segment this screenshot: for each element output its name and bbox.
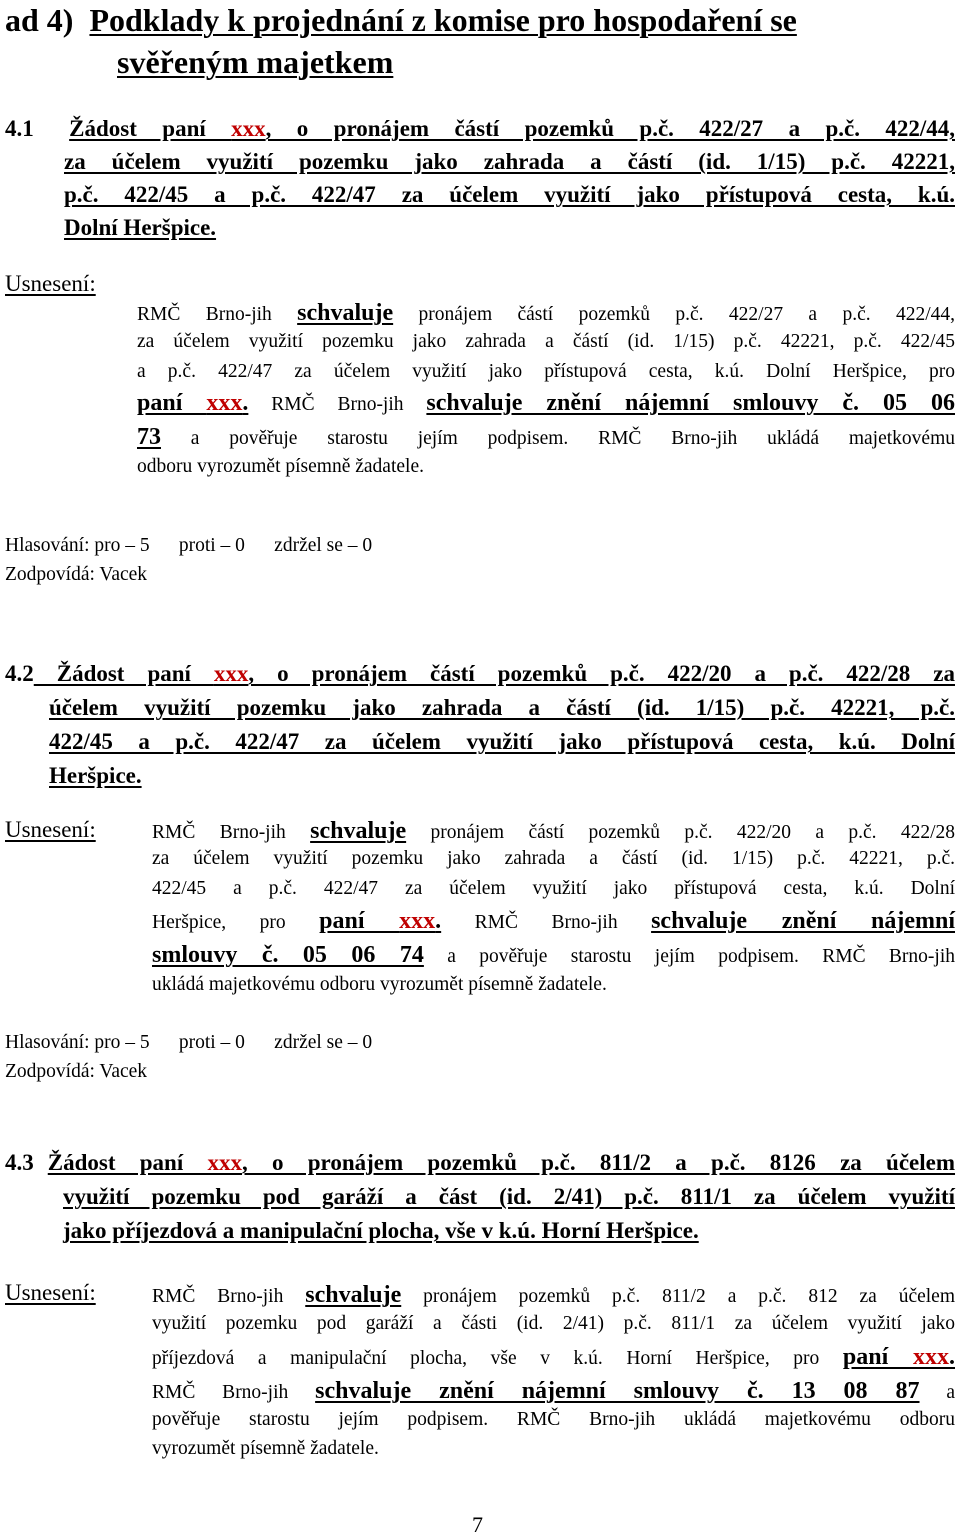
section-4-1-heading: 4.1 Žádost paní xxx, o pronájem částí pozemků p.č. 422/27 a p.č. 422/44, xyxy=(5,116,955,141)
vote-4-1: Hlasování: pro – 5 proti – 0 zdržel se – 0 xyxy=(5,535,373,556)
section-4-2-heading-l3: 422/45 a p.č. 422/47 za účelem využití jako přístupová cesta, k.ú. Dolní xyxy=(49,729,955,754)
section-number: 4.2 xyxy=(5,661,34,686)
resolution-4-2-l2: za účelem využití pozemku jako zahrada a částí (id. 1/15) p.č. 42221, p.č. xyxy=(152,848,955,869)
heading-line1: Podklady k projednání z komise pro hospodaření se xyxy=(89,2,797,38)
redacted-name: xxx xyxy=(399,908,436,934)
resolution-label: Usnesení: xyxy=(5,817,96,842)
section-4-2-heading: 4.2 Žádost paní xxx, o pronájem částí pozemků p.č. 422/20 a p.č. 422/28 za xyxy=(5,661,955,686)
approve-keyword: schvaluje xyxy=(297,300,394,326)
resolution-4-2-l6: ukládá majetkovému odboru vyrozumět písemně žadatele. xyxy=(152,974,607,995)
resolution-4-2-l5: smlouvy č. 05 06 74 a pověřuje starostu jejím podpisem. RMČ Brno-jih xyxy=(152,942,956,968)
resolution-4-1-l5: 73 a pověřuje starostu jejím podpisem. RMČ Brno-jih ukládá majetkovému xyxy=(137,424,955,450)
approve-keyword: schvaluje xyxy=(310,818,407,844)
resolution-4-3-l5: pověřuje starostu jejím podpisem. RMČ Brno-jih ukládá majetkovému odboru xyxy=(152,1409,955,1430)
resolution-4-3-l3: příjezdová a manipulační plocha, vše v k.ú. Horní Heršpice, pro paní xxx. xyxy=(152,1344,955,1370)
redacted-name: xxx xyxy=(206,390,243,416)
resolution-label: Usnesení: xyxy=(5,1280,96,1305)
heading-line2: svěřeným majetkem xyxy=(117,44,394,80)
redacted-name: xxx xyxy=(207,1150,242,1175)
resolution-4-3-l1: RMČ Brno-jih schvaluje pronájem pozemků p.č. 811/2 a p.č. 812 za účelem xyxy=(152,1282,955,1308)
section-4-1-heading-l2: za účelem využití pozemku jako zahrada a částí (id. 1/15) p.č. 42221, xyxy=(64,149,955,174)
main-heading xyxy=(5,2,797,39)
section-4-3-heading: 4.3 Žádost paní xxx, o pronájem pozemků p.č. 811/2 a p.č. 8126 za účelem xyxy=(5,1150,956,1175)
resolution-4-1-l2: za účelem využití pozemku jako zahrada a částí (id. 1/15) p.č. 42221, p.č. 422/45 xyxy=(137,331,955,352)
resolution-4-1-l6: odboru vyrozumět písemně žadatele. xyxy=(137,456,424,477)
section-number: 4.1 xyxy=(5,116,34,141)
resolution-4-2-l4: Heršpice, pro paní xxx. RMČ Brno-jih schvaluje znění nájemní xyxy=(152,908,955,934)
section-4-2-heading-l2: účelem využití pozemku jako zahrada a částí (id. 1/15) p.č. 42221, p.č. xyxy=(49,695,955,720)
resolution-4-1-l1: RMČ Brno-jih schvaluje pronájem částí pozemků p.č. 422/27 a p.č. 422/44, xyxy=(137,300,955,326)
heading-prefix: ad 4) xyxy=(5,2,74,38)
resolution-label: Usnesení: xyxy=(5,271,96,296)
resolution-4-2-l1: RMČ Brno-jih schvaluje pronájem částí pozemků p.č. 422/20 a p.č. 422/28 xyxy=(152,818,956,844)
resolution-4-1-l4: paní xxx. RMČ Brno-jih schvaluje znění nájemní smlouvy č. 05 06 xyxy=(137,390,955,416)
page-number: 7 xyxy=(472,1512,483,1537)
resolution-4-2-l3: 422/45 a p.č. 422/47 za účelem využití jako přístupová cesta, k.ú. Dolní xyxy=(152,878,955,899)
section-4-1-heading-l3: p.č. 422/45 a p.č. 422/47 za účelem využití jako přístupová cesta, k.ú. xyxy=(64,182,955,207)
redacted-name: xxx xyxy=(231,116,266,141)
approve-keyword: schvaluje xyxy=(305,1282,402,1308)
responsible-4-1: Zodpovídá: Vacek xyxy=(5,564,148,585)
section-4-1-heading-l4: Dolní Heršpice. xyxy=(64,215,217,240)
responsible-4-2: Zodpovídá: Vacek xyxy=(5,1061,148,1082)
section-4-3-heading-l2: využití pozemku pod garáží a část (id. 2/41) p.č. 811/1 za účelem využití xyxy=(63,1184,955,1209)
section-number: 4.3 xyxy=(5,1150,34,1175)
main-heading-line2 xyxy=(117,44,393,81)
resolution-4-1-l3: a p.č. 422/47 za účelem využití jako přístupová cesta, k.ú. Dolní Heršpice, pro xyxy=(137,361,955,382)
vote-4-2: Hlasování: pro – 5 proti – 0 zdržel se – 0 xyxy=(5,1032,373,1053)
redacted-name: xxx xyxy=(913,1344,949,1370)
resolution-4-3-l4: RMČ Brno-jih schvaluje znění nájemní smlouvy č. 13 08 87 a xyxy=(152,1378,956,1404)
resolution-4-3-l2: využití pozemku pod garáží a části (id. 2/41) p.č. 811/1 za účelem využití jako xyxy=(152,1313,955,1334)
section-4-3-heading-l3: jako příjezdová a manipulační plocha, vše v k.ú. Horní Heršpice. xyxy=(63,1218,699,1243)
resolution-4-3-l6: vyrozumět písemně žadatele. xyxy=(152,1438,379,1459)
redacted-name: xxx xyxy=(213,661,249,686)
section-4-2-heading-l4: Heršpice. xyxy=(49,763,142,788)
